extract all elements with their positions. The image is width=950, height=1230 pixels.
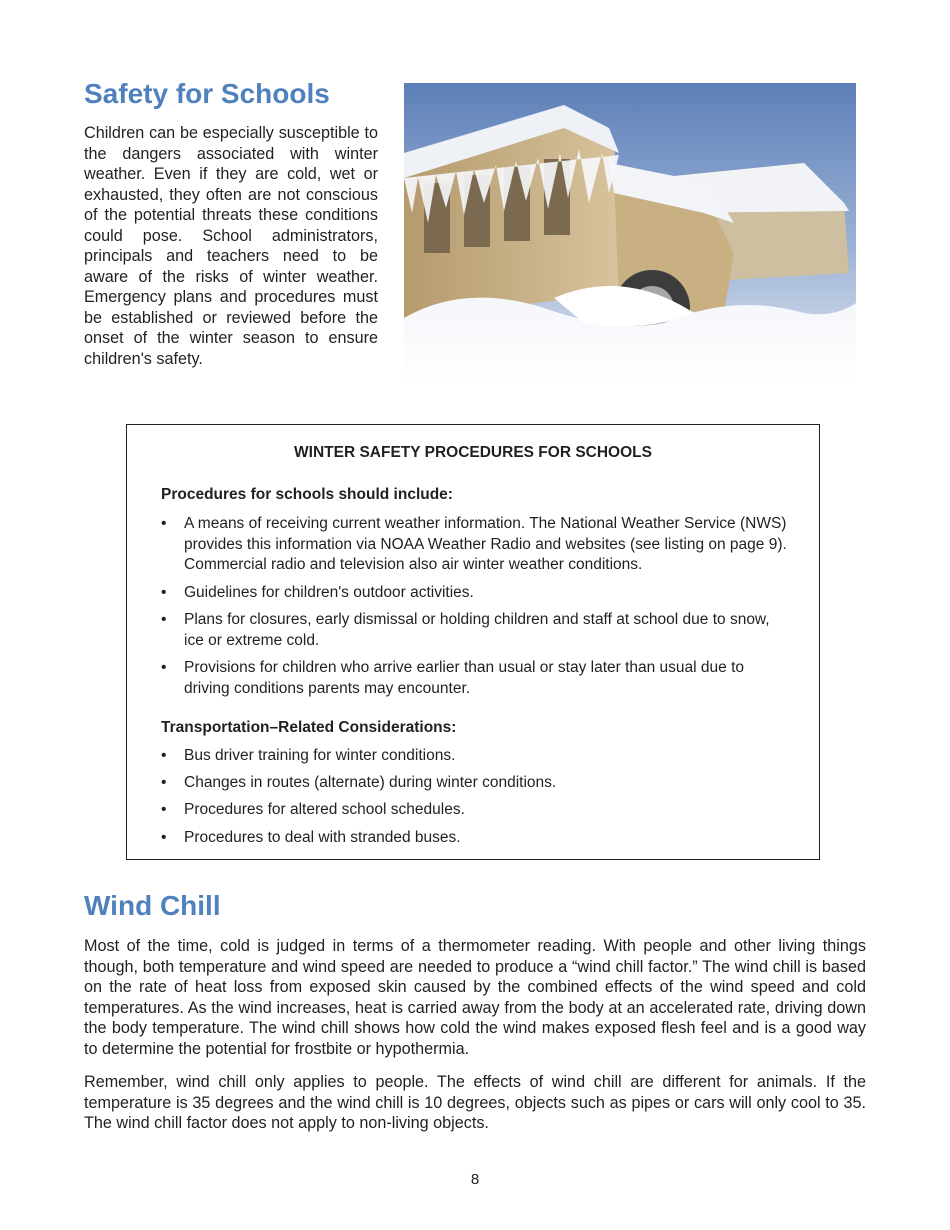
page-number: 8 — [470, 1171, 480, 1188]
wind-chill-paragraph-2: Remember, wind chill only applies to people. The effects of wind chill are different for animals. If the temperature is 35 degrees and the wind chill is 10 degrees, objects such as pipes or cars will only cool to 35. The wind chill factor does not apply to non-living objects. — [84, 1073, 866, 1132]
transportation-heading: Transportation–Related Considerations: — [161, 719, 457, 736]
list-item: • Guidelines for children's outdoor activities. — [161, 583, 789, 604]
list-item: • Procedures to deal with stranded buses. — [161, 828, 789, 849]
list-item: • Plans for closures, early dismissal or holding children and staff at school due to snow, ice or extreme cold. — [161, 610, 789, 651]
wind-chill-paragraph-1: Most of the time, cold is judged in terms of a thermometer reading. With people and other living things though, both temperature and wind speed are needed to produce a “wind chill factor.” The wind chill is based on the rate of heat loss from exposed skin caused by the combined effects of the wind speed and cold temperatures. As the wind increases, heat is carried away from the body at an accelerated rate, driving down the body temperature. The wind chill shows how cold the wind makes exposed flesh feel and is a good way to determine the potential for frostbite or hypothermia. — [84, 937, 866, 1058]
list-item: • A means of receiving current weather information. The National Weather Service (NWS) provides this information via NOAA Weather Radio and websites (see listing on page 9). Commercial radio and television also air winter weather conditions. — [161, 514, 789, 576]
procedures-box-title: WINTER SAFETY PROCEDURES FOR SCHOOLS — [294, 444, 652, 461]
safety-intro-paragraph: Children can be especially susceptible to the dangers associated with winter weather. Even if they are cold, wet or exhausted, they often are not conscious of the potential threats these conditions could pose. School administrators, principals and teachers need to be aware of the risks of winter weather. Emergency plans and procedures must be established or reviewed before the onset of the winter season to ensure children's safety. — [84, 124, 378, 368]
wind-chill-title: Wind Chill — [84, 890, 221, 921]
list-item: • Changes in routes (alternate) during winter conditions. — [161, 773, 789, 794]
frozen-school-bus-photo — [404, 83, 856, 385]
list-item: • Procedures for altered school schedules. — [161, 800, 789, 821]
procedures-heading: Procedures for schools should include: — [161, 486, 453, 503]
winter-safety-procedures-box — [126, 424, 820, 860]
list-item: • Bus driver training for winter conditions. — [161, 746, 789, 767]
procedures-list — [161, 514, 789, 706]
list-item: • Provisions for children who arrive earlier than usual or stay later than usual due to driving conditions parents may encounter. — [161, 658, 789, 699]
transportation-list — [161, 746, 789, 855]
safety-for-schools-title: Safety for Schools — [84, 78, 330, 109]
